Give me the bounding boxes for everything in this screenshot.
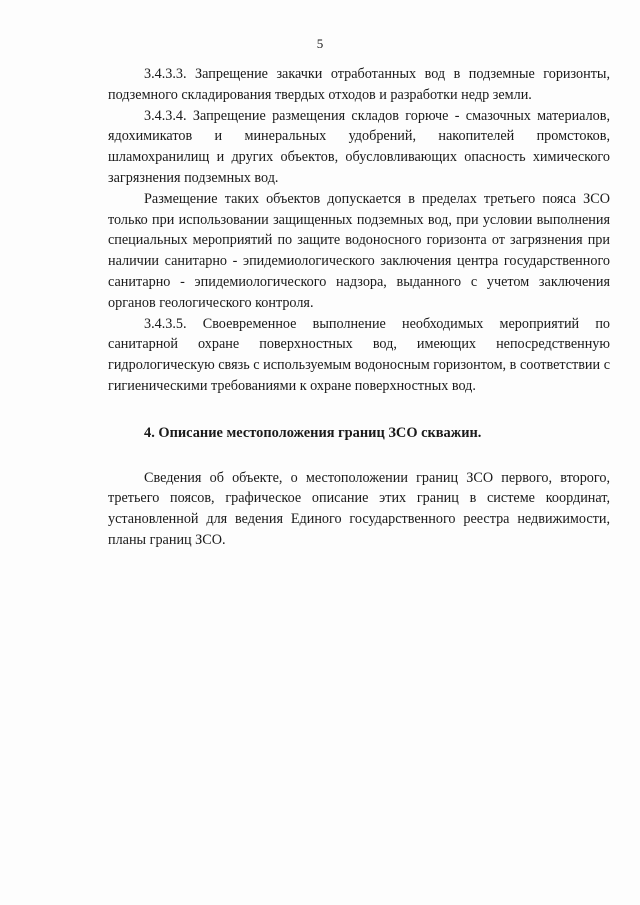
section-heading: 4. Описание местоположения границ ЗСО скважин.: [144, 424, 482, 441]
paragraph-placement-conditions: Размещение таких объектов допускается в пределах третьего пояса ЗСО только при использовании защищенных подземных вод, при условии выполнения специальных мероприятий по защите водоносного горизонта от загрязнения при наличии санитарно - эпидемиологического заключения центра государственного санитарно - эпидемиологического надзора, выданного с учетом заключения органов геологического контроля.: [108, 190, 610, 311]
paragraph-3-4-3-3: 3.4.3.3. Запрещение закачки отработанных вод в подземные горизонты, подземного складирования твердых отходов и разработки недр земли.: [108, 66, 610, 103]
paragraph-3-4-3-4: 3.4.3.4. Запрещение размещения складов горюче - смазочных материалов, ядохимикатов и минеральных удобрений, накопителей промстоков, шламохранилищ и других объектов, обусловливающих опасность химического загрязнения подземных вод.: [108, 107, 610, 186]
section-paragraph: Сведения об объекте, о местоположении границ ЗСО первого, второго, третьего поясов, графическое описание этих границ в системе координат, установленной для ведения Единого государственного реестра недвижимости, планы границ ЗСО.: [108, 469, 610, 548]
document-body: [108, 64, 610, 551]
page-number: 5: [316, 36, 324, 51]
paragraph-3-4-3-5: 3.4.3.5. Своевременное выполнение необходимых мероприятий по санитарной охране поверхностных вод, имеющих непосредственную гидрологическую связь с используемым водоносным горизонтом, в соответствии с гигиеническими требованиями к охране поверхностных вод.: [108, 315, 610, 394]
